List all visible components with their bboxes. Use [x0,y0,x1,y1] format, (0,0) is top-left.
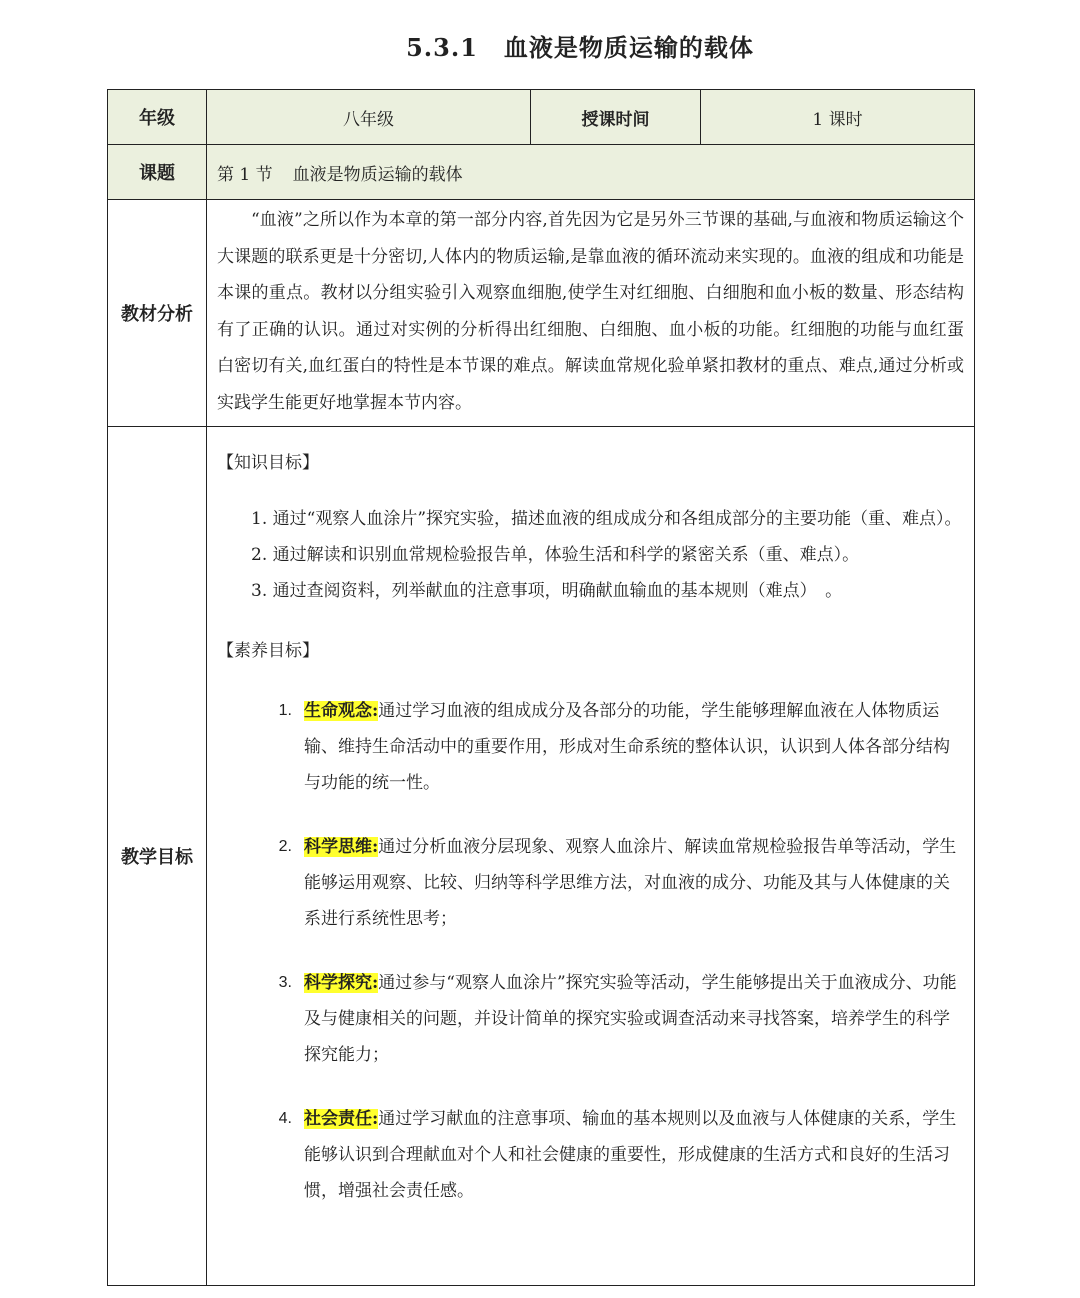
literacy-text: 通过分析血液分层现象、观察人血涂片、解读血常规检验报告单等活动，学生能够运用观察、比较、归纳等科学思维方法，对血液的成分、功能及其与人体健康的关系进行系统性思考； [304,837,957,929]
grade-row [108,90,975,145]
goals-label: 教学目标 [108,427,207,1286]
literacy-item [217,1101,964,1209]
literacy-number: 4. [278,1110,292,1127]
grade-label: 年级 [108,90,207,145]
literacy-key: 生命观念: [304,701,379,721]
knowledge-item: 3. 通过查阅资料，列举献血的注意事项，明确献血输血的基本规则（难点） 。 [251,581,843,601]
knowledge-heading: 【知识目标】 [217,453,319,473]
knowledge-item: 2. 通过解读和识别血常规检验报告单，体验生活和科学的紧密关系（重、难点）。 [251,545,860,565]
title-number: 5.3.1 [406,33,478,62]
lesson-plan-table [107,89,975,1286]
literacy-item [217,829,964,937]
goals-cell [207,427,975,1286]
literacy-text: 通过学习血液的组成成分及各部分的功能，学生能够理解血液在人体物质运输、维持生命活动中的重要作用，形成对生命系统的整体认识，认识到人体各部分结构与功能的统一性。 [304,701,950,793]
literacy-heading: 【素养目标】 [217,641,319,661]
literacy-key: 科学探究: [304,973,379,993]
literacy-key: 科学思维: [304,837,379,857]
literacy-number: 3. [278,974,292,991]
topic-value: 血液是物质运输的载体 [292,164,463,185]
literacy-number: 2. [278,838,292,855]
title-text: 血液是物质运输的载体 [503,33,754,62]
grade-value: 八年级 [207,90,531,145]
page-title [0,28,1080,63]
literacy-key: 社会责任: [304,1109,379,1129]
literacy-text: 通过参与“观察人血涂片”探究实验等活动，学生能够提出关于血液成分、功能及与健康相关的问题，并设计简单的探究实验或调查活动来寻找答案，培养学生的科学探究能力； [304,973,957,1065]
topic-section: 第 1 节 [217,164,273,185]
goals-row [108,427,975,1286]
time-value: 1 课时 [701,90,975,145]
analysis-cell [207,200,975,427]
analysis-row [108,200,975,427]
knowledge-item: 1. 通过“观察人血涂片”探究实验，描述血液的组成成分和各组成部分的主要功能（重、难点）。 [251,509,962,529]
literacy-number: 1. [278,702,292,719]
literacy-text: 通过学习献血的注意事项、输血的基本规则以及血液与人体健康的关系，学生能够认识到合理献血对个人和社会健康的重要性，形成健康的生活方式和良好的生活习惯，增强社会责任感。 [304,1109,957,1201]
literacy-item [217,965,964,1073]
topic-value-cell [207,145,975,200]
analysis-text: “血液”之所以作为本章的第一部分内容,首先因为它是另外三节课的基础,与血液和物质运输这个大课题的联系更是十分密切,人体内的物质运输,是靠血液的循环流动来实现的。血液的组成和功能是本课的重点。教材以分组实验引入观察血细胞,使学生对红细胞、白细胞和血小板的数量、形态结构有了正确的认识。通过对实例的分析得出红细胞、白细胞、血小板的功能。红细胞的功能与血红蛋白密切有关,血红蛋白的特性是本节课的难点。解读血常规化验单紧扣教材的重点、难点,通过分析或实践学生能更好地掌握本节内容。 [217,210,964,413]
literacy-item [217,693,964,801]
topic-row [108,145,975,200]
analysis-label: 教材分析 [108,200,207,427]
time-label: 授课时间 [531,90,701,145]
topic-label: 课题 [108,145,207,200]
